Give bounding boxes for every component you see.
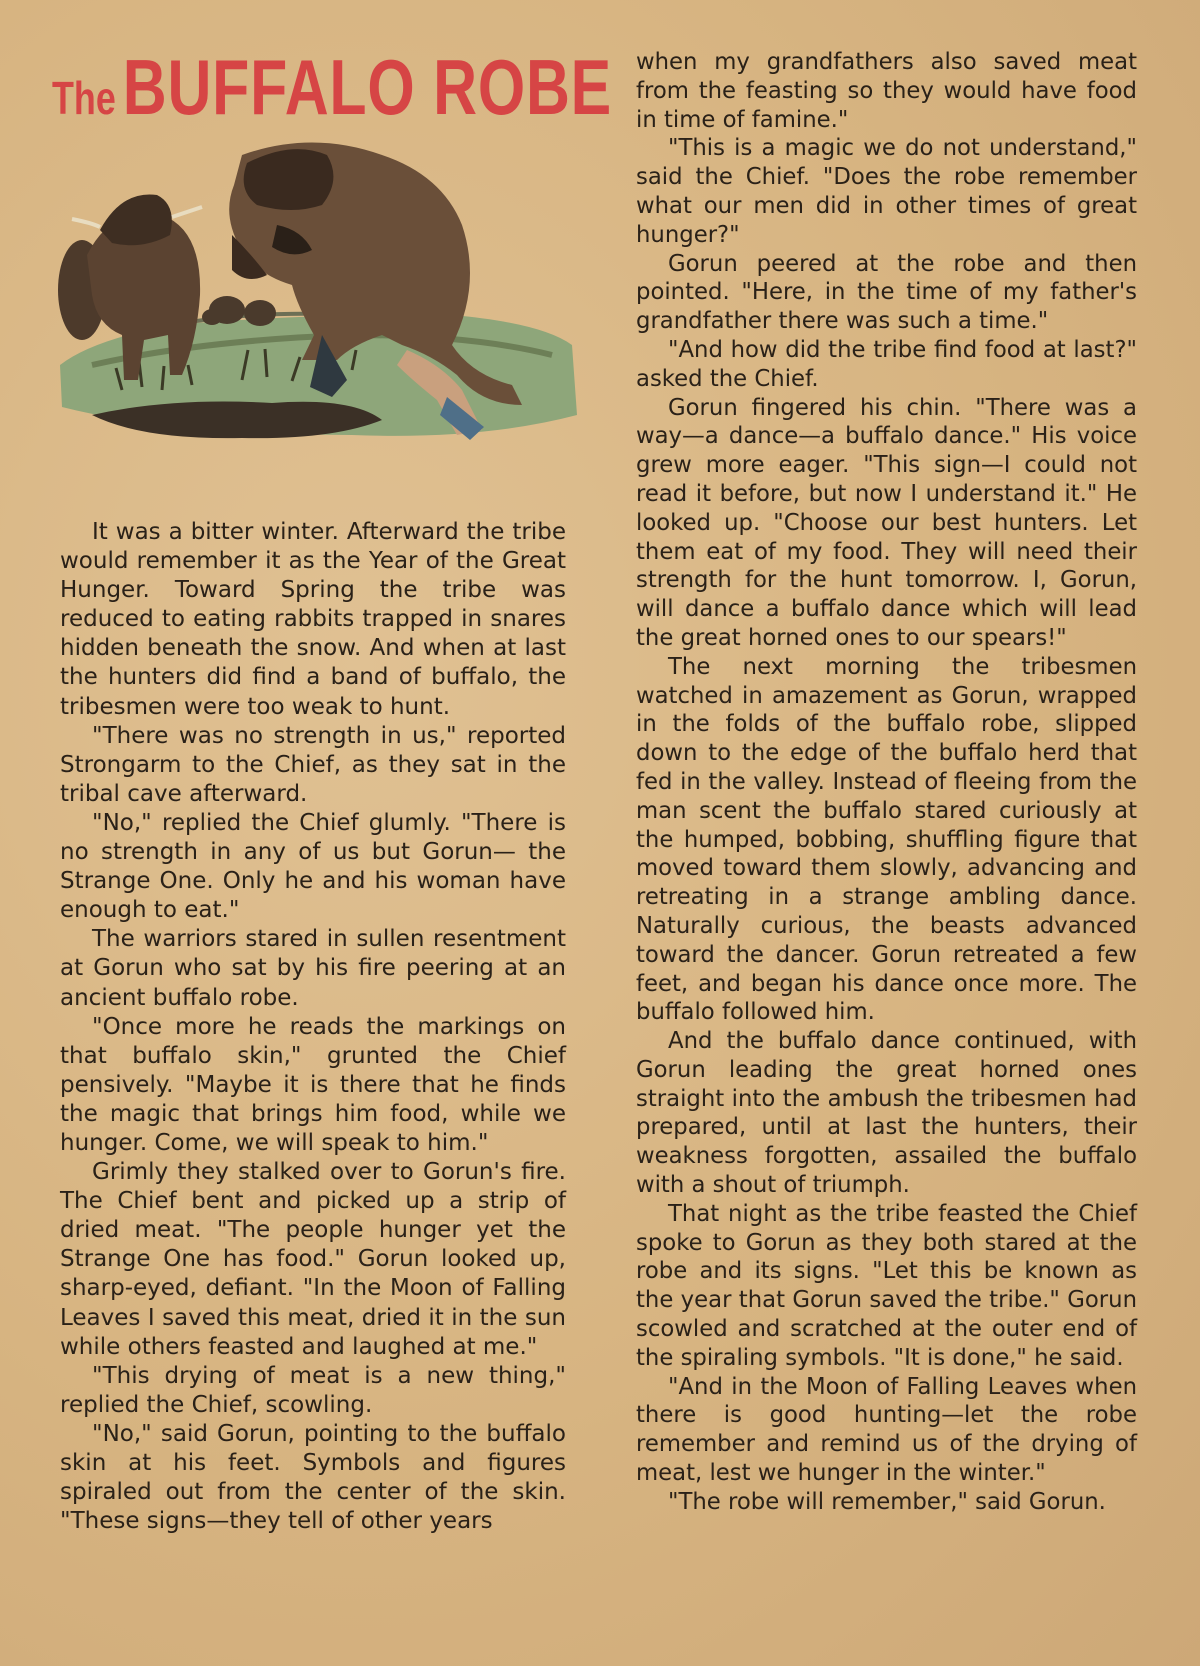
story-title	[52, 43, 613, 131]
paragraph: The next morning the tribesmen watched in amazement as Gorun, wrapped in the folds of the buffalo robe, slipped down to the edge of the buffalo herd that fed in the valley. Instead of fleeing from the man scent the buffalo stared curiously at the humped, bobbing, shuffling figure that moved toward them slowly, advancing and retreating in a strange ambling dance. Naturally curious, the beasts advanced toward the dancer. Gorun retreated a few feet, and began his dance once more. The buffalo followed him.	[636, 653, 1137, 1026]
paragraph: "The robe will remember," said Gorun.	[668, 1488, 1106, 1515]
paragraph: That night as the tribe feasted the Chief spoke to Gorun as they both stared at the robe and its signs. "Let this be known as the year that Gorun saved the tribe." Gorun scowled and scratched at the outer end of the spiraling symbols. "It is done," he said.	[636, 1200, 1137, 1371]
paragraph: Gorun fingered his chin. "There was a way—a dance—a buffalo dance." His voice grew more eager. "This sign—I could not read it before, but now I understand it." He looked up. "Choose our best hunters. Let them eat of my food. They will need their strength for the hunt tomorrow. I, Gorun, will dance a buffalo dance which will lead the great horned ones to our spears!"	[636, 394, 1137, 651]
right-column	[636, 48, 1137, 1517]
title-main: BUFFALO ROBE	[122, 43, 613, 131]
title-prefix: The	[52, 72, 116, 124]
paragraph: And the buffalo dance continued, with Gorun leading the great horned ones straight into the ambush the tribesmen had prepared, until at last the hunters, their weakness forgotten, assailed the buffalo with a shout of triumph.	[636, 1028, 1137, 1199]
buffalo-dancer-illustration	[52, 135, 577, 475]
paragraph: It was a bitter winter. Afterward the tribe would remember it as the Year of the Great Hunger. Toward Spring the tribe was reduced to eating rabbits trapped in snares hidden beneath the snow. And when at last the hunters did find a band of buffalo, the tribesmen were too weak to hunt.	[60, 519, 566, 720]
paragraph: "And how did the tribe find food at last?" asked the Chief.	[636, 336, 1137, 392]
left-column	[60, 518, 566, 1536]
paragraph: "No," replied the Chief glumly. "There is no strength in any of us but Gorun— the Strange One. Only he and his woman have enough to eat."	[60, 809, 566, 924]
paragraph: "Once more he reads the markings on that buffalo skin," grunted the Chief pensively. "Maybe it is there that he finds the magic that brings him food, while we hunger. Come, we will speak to him."	[60, 1013, 566, 1156]
paragraph: "This drying of meat is a new thing," replied the Chief, scowling.	[60, 1362, 566, 1418]
paragraph: "This is a magic we do not understand," said the Chief. "Does the robe remember what our men did in other times of great hunger?"	[636, 135, 1137, 248]
paragraph: "There was no strength in us," reported Strongarm to the Chief, as they sat in the tribal cave afterward.	[60, 722, 566, 807]
paragraph: "No," said Gorun, pointing to the buffalo skin at his feet. Symbols and figures spiraled out from the center of the skin. "These signs—they tell of other years	[60, 1420, 566, 1535]
paragraph: when my grandfathers also saved meat from the feasting so they would have food in time of famine."	[636, 49, 1137, 133]
paragraph: Gorun peered at the robe and then pointed. "Here, in the time of my father's grandfather there was such a time."	[636, 250, 1137, 335]
paragraph: The warriors stared in sullen resentment at Gorun who sat by his fire peering at an ancient buffalo robe.	[60, 926, 566, 1011]
paragraph: "And in the Moon of Falling Leaves when there is good hunting—let the robe remember and remind us of the drying of meat, lest we hunger in the winter."	[636, 1373, 1137, 1487]
paragraph: Grimly they stalked over to Gorun's fire. The Chief bent and picked up a strip of dried meat. "The people hunger yet the Strange One has food." Gorun looked up, sharp-eyed, defiant. "In the Moon of Falling Leaves I saved this meat, dried it in the sun while others feasted and laughed at me."	[60, 1159, 566, 1360]
